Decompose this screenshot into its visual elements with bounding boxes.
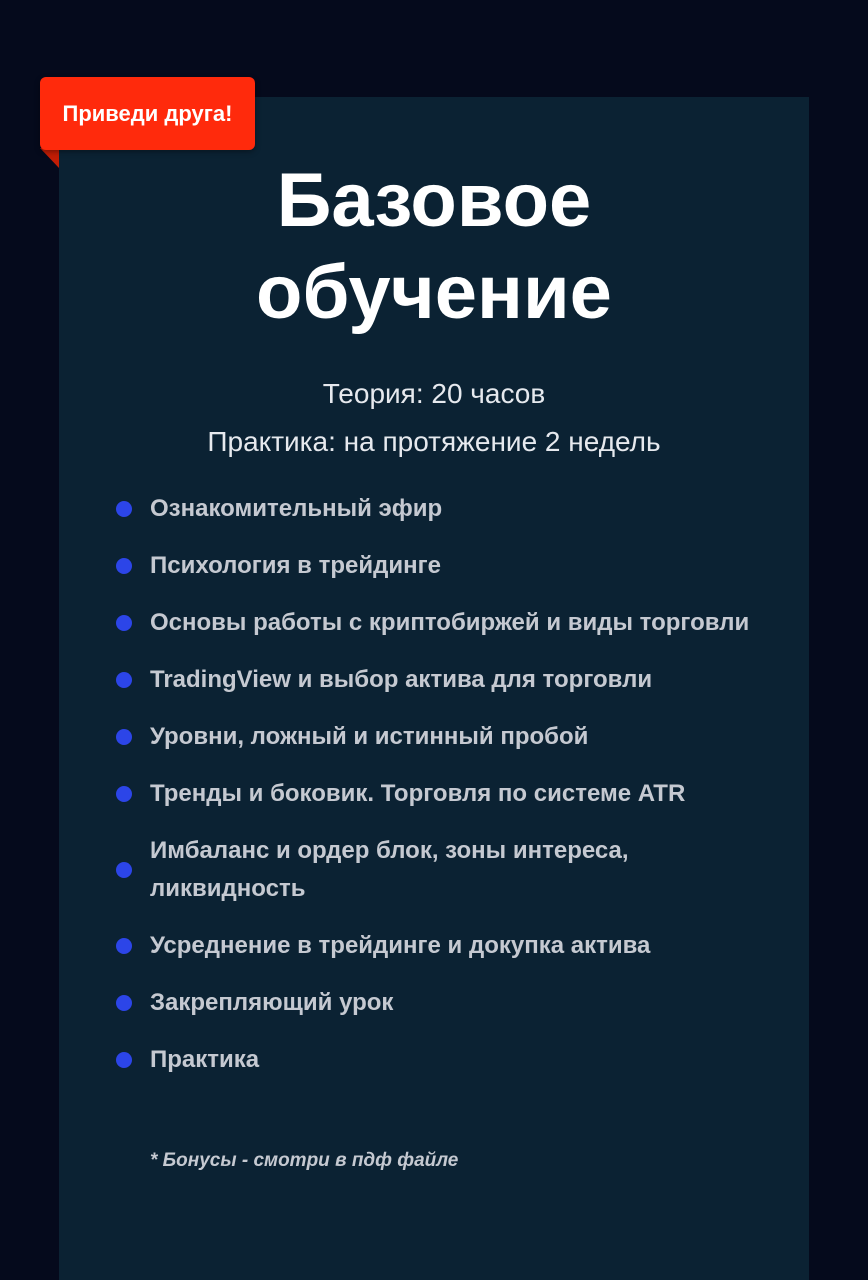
list-item-label: Закрепляющий урок: [150, 989, 394, 1016]
bullet-dot-icon: [116, 729, 132, 745]
list-item-label: Тренды и боковик. Торговля по системе ATR: [150, 780, 686, 807]
bonus-note: * Бонусы - смотри в пдф файле: [150, 1150, 459, 1171]
list-item-label: Психология в трейдинге: [150, 552, 441, 579]
refer-friend-badge-label: Приведи друга!: [62, 100, 233, 126]
bullet-dot-icon: [116, 862, 132, 878]
list-item-label: TradingView и выбор актива для торговли: [150, 666, 653, 693]
refer-friend-badge[interactable]: [40, 77, 255, 150]
list-item: [116, 1041, 756, 1079]
list-item: [116, 604, 756, 642]
curriculum-list: [116, 490, 756, 1098]
list-item-label: Усреднение в трейдинге и докупка актива: [150, 932, 651, 959]
bullet-dot-icon: [116, 786, 132, 802]
list-item: [116, 490, 756, 528]
bullet-dot-icon: [116, 938, 132, 954]
course-title: [59, 155, 809, 339]
list-item: [116, 718, 756, 756]
list-item-label: Имбаланс и ордер блок, зоны интереса, ликвидность: [150, 837, 629, 902]
bullet-dot-icon: [116, 558, 132, 574]
bullet-dot-icon: [116, 501, 132, 517]
list-item: [116, 984, 756, 1022]
bullet-dot-icon: [116, 1052, 132, 1068]
list-item-label: Ознакомительный эфир: [150, 495, 443, 522]
list-item: [116, 547, 756, 585]
theory-duration: Теория: 20 часов: [322, 378, 546, 409]
list-item-label: Практика: [150, 1046, 260, 1073]
course-title-line-2: обучение: [256, 250, 612, 335]
list-item: [116, 832, 756, 908]
list-item-label: Основы работы с криптобиржей и виды торговли: [150, 609, 750, 636]
list-item: [116, 661, 756, 699]
practice-duration: Практика: на протяжение 2 недель: [207, 426, 661, 457]
bullet-dot-icon: [116, 672, 132, 688]
bullet-dot-icon: [116, 615, 132, 631]
bullet-dot-icon: [116, 995, 132, 1011]
list-item: [116, 775, 756, 813]
list-item-label: Уровни, ложный и истинный пробой: [150, 723, 589, 750]
list-item: [116, 927, 756, 965]
badge-fold: [40, 148, 59, 168]
course-title-line-1: Базовое: [276, 158, 592, 243]
